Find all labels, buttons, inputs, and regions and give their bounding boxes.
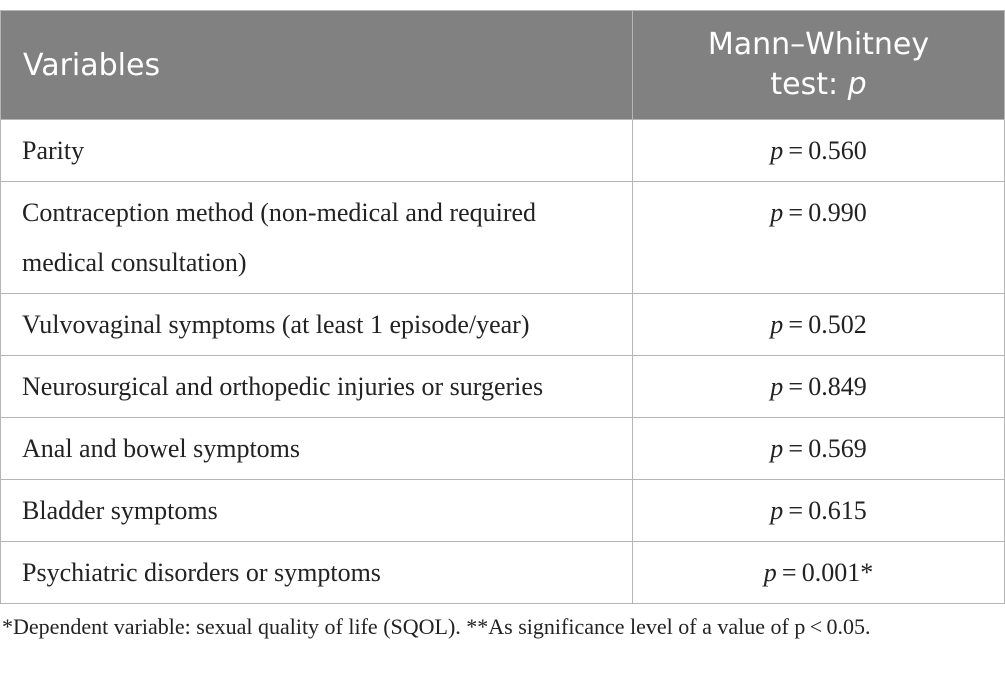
- row-variable-cell: Bladder symptoms: [1, 480, 633, 542]
- header-mann-whitney-test: [633, 11, 1005, 120]
- p-value: = 0.615: [783, 496, 867, 525]
- row-variable-cell: Anal and bowel symptoms: [1, 418, 633, 480]
- row-variable-cell: Parity: [1, 120, 633, 182]
- row-p-value-cell: [633, 294, 1005, 356]
- p-value: = 0.560: [783, 136, 867, 165]
- row-p-value-cell: [633, 418, 1005, 480]
- table-footnote: *Dependent variable: sexual quality of life (SQOL). **As significance level of a value of p < 0.05.: [2, 614, 871, 639]
- row-p-value-cell: [633, 542, 1005, 604]
- row-p-value-cell: [633, 182, 1005, 294]
- table-row: [1, 120, 1005, 182]
- header-variables: Variables: [1, 11, 633, 120]
- p-symbol: p: [770, 496, 784, 525]
- p-symbol: p: [770, 198, 784, 227]
- row-variable-cell: Vulvovaginal symptoms (at least 1 episode/year): [1, 294, 633, 356]
- row-p-value-cell: [633, 480, 1005, 542]
- row-variable-cell: Neurosurgical and orthopedic injuries or surgeries: [1, 356, 633, 418]
- p-value: = 0.569: [783, 434, 867, 463]
- row-variable-cell: Contraception method (non-medical and required medical consultation): [1, 182, 633, 294]
- results-table-container: [0, 10, 1004, 604]
- table-row: [1, 294, 1005, 356]
- table-row: [1, 542, 1005, 604]
- p-value: = 0.001*: [776, 558, 874, 587]
- header-p-symbol: p: [847, 67, 867, 102]
- table-row: [1, 418, 1005, 480]
- table-header: [1, 11, 1005, 120]
- p-value: = 0.990: [783, 198, 867, 227]
- row-variable-cell: Psychiatric disorders or symptoms: [1, 542, 633, 604]
- p-value: = 0.502: [783, 310, 867, 339]
- row-p-value-cell: [633, 120, 1005, 182]
- table-body: [1, 120, 1005, 604]
- header-test-line2: [633, 65, 1004, 105]
- p-symbol: p: [770, 136, 784, 165]
- p-value: = 0.849: [783, 372, 867, 401]
- p-symbol: p: [770, 310, 784, 339]
- table-row: [1, 182, 1005, 294]
- table-row: [1, 356, 1005, 418]
- table-row: [1, 480, 1005, 542]
- header-test-line1: Mann–Whitney: [707, 27, 930, 62]
- p-symbol: p: [770, 372, 784, 401]
- p-symbol: p: [763, 558, 777, 587]
- header-row: [1, 11, 1005, 120]
- p-symbol: p: [770, 434, 784, 463]
- header-test-label: test:: [770, 67, 848, 102]
- mann-whitney-results-table: [0, 10, 1005, 604]
- row-p-value-cell: [633, 356, 1005, 418]
